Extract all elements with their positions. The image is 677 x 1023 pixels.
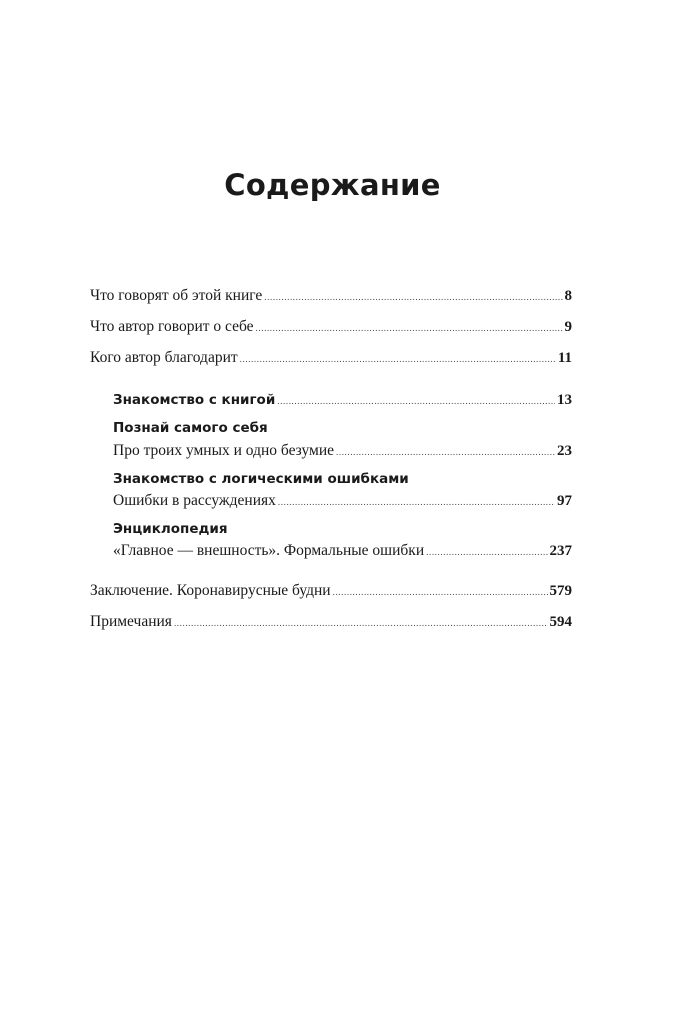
dot-leader bbox=[240, 348, 556, 370]
dot-leader bbox=[426, 541, 547, 563]
toc-entry-about-author[interactable] bbox=[90, 316, 572, 340]
toc-entry-conclusion[interactable] bbox=[90, 580, 572, 604]
toc-entry-label: Что автор говорит о себе bbox=[90, 318, 254, 335]
toc-page-number: 23 bbox=[557, 443, 572, 459]
dot-leader bbox=[174, 612, 548, 634]
toc-entry-label: «Главное — внешность». Формальные ошибки bbox=[113, 542, 425, 559]
toc-page-number: 97 bbox=[557, 493, 572, 509]
toc-part-heading: Знакомство с логическими ошибками bbox=[113, 471, 409, 487]
toc-page-number: 9 bbox=[564, 319, 572, 335]
toc-page-number: 11 bbox=[557, 350, 572, 366]
dot-leader bbox=[336, 441, 555, 463]
toc-part-heading: Познай самого себя bbox=[113, 420, 268, 436]
toc-part-heading: Знакомство с книгой bbox=[113, 392, 276, 408]
toc-page-number: 237 bbox=[549, 543, 572, 559]
toc-page-number: 579 bbox=[549, 583, 572, 599]
toc-entry-label: Кого автор благодарит bbox=[90, 349, 238, 366]
toc-entry-part-know-thyself[interactable] bbox=[113, 440, 572, 464]
dot-leader bbox=[277, 390, 555, 412]
toc-entry-reviews[interactable] bbox=[90, 285, 572, 309]
toc-part-heading: Энциклопедия bbox=[113, 521, 228, 537]
toc-page-number: 13 bbox=[557, 392, 572, 408]
toc-entry-label: Заключение. Коронавирусные будни bbox=[90, 582, 331, 599]
toc-page-number: 594 bbox=[549, 614, 572, 630]
toc-page-number: 8 bbox=[564, 288, 572, 304]
dot-leader bbox=[333, 581, 548, 603]
page-title: Содержание bbox=[224, 168, 441, 202]
dot-leader bbox=[278, 491, 555, 513]
toc-entry-part-encyclopedia[interactable] bbox=[113, 540, 572, 564]
toc-entry-label: Примечания bbox=[90, 613, 172, 630]
toc-entry-label: Что говорят об этой книге bbox=[90, 287, 263, 304]
toc-entry-acknowledgements[interactable] bbox=[90, 347, 572, 371]
toc-entry-label: Про троих умных и одно безумие bbox=[113, 442, 334, 459]
dot-leader bbox=[264, 286, 562, 308]
toc-entry-label: Ошибки в рассуждениях bbox=[113, 492, 276, 509]
dot-leader bbox=[256, 317, 563, 339]
toc-entry-part-logical-fallacies[interactable] bbox=[113, 490, 572, 514]
toc-entry-part-intro[interactable] bbox=[113, 389, 572, 413]
toc-entry-notes[interactable] bbox=[90, 611, 572, 635]
